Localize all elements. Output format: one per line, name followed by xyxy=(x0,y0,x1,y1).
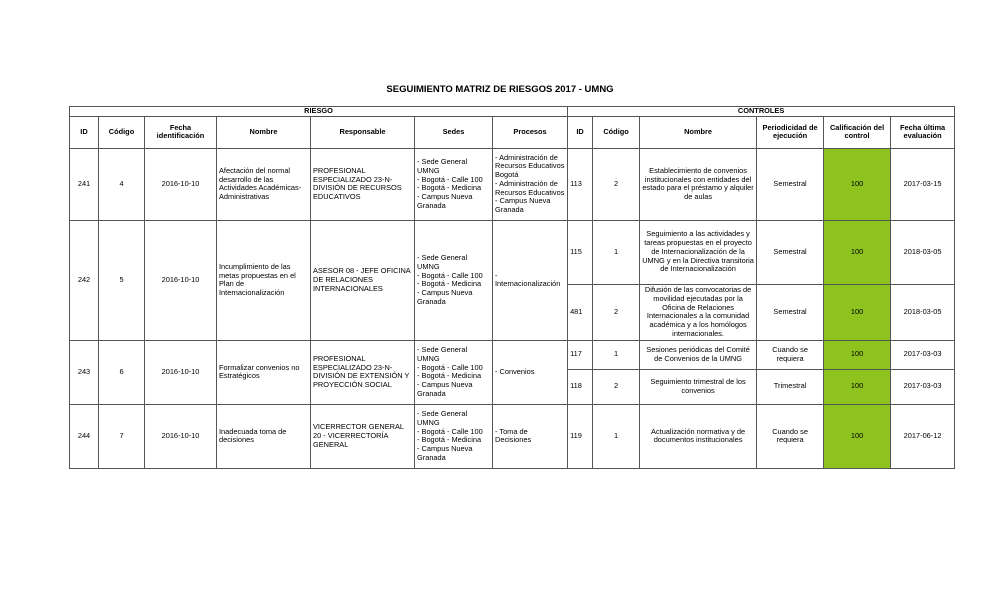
control-id: 119 xyxy=(568,404,593,468)
risk-codigo: 6 xyxy=(99,340,145,404)
risk-nombre: Formalizar convenios no Estratégicos xyxy=(217,340,311,404)
col-fecha-identificacion: Fecha identificación xyxy=(145,116,217,148)
risk-id: 242 xyxy=(70,220,99,340)
risk-fecha: 2016-10-10 xyxy=(145,148,217,220)
risk-procesos: - Administración de Recursos Educativos Bogotá - Administración de Recursos Educativos - Campus Nueva Granada xyxy=(493,148,568,220)
control-fecha: 2018-03-05 xyxy=(891,220,955,284)
table-row xyxy=(70,404,955,468)
control-nombre: Establecimiento de convenios institucionales con entidades del estado para el préstamo y alquiler de aulas xyxy=(640,148,757,220)
control-id: 117 xyxy=(568,340,593,369)
control-fecha: 2018-03-05 xyxy=(891,284,955,340)
control-nombre: Sesiones periódicas del Comité de Convenios de la UMNG xyxy=(640,340,757,369)
column-header-row xyxy=(70,116,955,148)
risk-sedes: - Sede General UMNG - Bogotá - Calle 100 - Bogotá - Medicina - Campus Nueva Granada xyxy=(415,340,493,404)
table-row xyxy=(70,340,955,369)
risk-id: 244 xyxy=(70,404,99,468)
control-codigo: 2 xyxy=(593,369,640,404)
control-periodicidad: Trimestral xyxy=(757,369,824,404)
control-fecha: 2017-03-03 xyxy=(891,369,955,404)
risk-codigo: 4 xyxy=(99,148,145,220)
control-codigo: 1 xyxy=(593,404,640,468)
risk-codigo: 5 xyxy=(99,220,145,340)
group-riesgo: RIESGO xyxy=(70,107,568,117)
control-id: 115 xyxy=(568,220,593,284)
control-calificacion: 100 xyxy=(824,284,891,340)
control-calificacion: 100 xyxy=(824,340,891,369)
risk-sedes: - Sede General UMNG - Bogotá - Calle 100 - Bogotá - Medicina - Campus Nueva Granada xyxy=(415,220,493,340)
risk-procesos: - Internacionalización xyxy=(493,220,568,340)
control-codigo: 2 xyxy=(593,284,640,340)
risk-responsable: PROFESIONAL ESPECIALIZADO 23-N-DIVISIÓN DE RECURSOS EDUCATIVOS xyxy=(311,148,415,220)
control-id: 118 xyxy=(568,369,593,404)
risk-fecha: 2016-10-10 xyxy=(145,404,217,468)
col-procesos: Procesos xyxy=(493,116,568,148)
control-nombre: Difusión de las convocatorias de movilidad ejecutadas por la Oficina de Relaciones Internacionales a la comunidad académica y a los homólogos internacionales. xyxy=(640,284,757,340)
col-periodicidad: Periodicidad de ejecución xyxy=(757,116,824,148)
risk-procesos: - Convenios xyxy=(493,340,568,404)
col-control-codigo: Código xyxy=(593,116,640,148)
control-periodicidad: Cuando se requiera xyxy=(757,404,824,468)
risk-id: 241 xyxy=(70,148,99,220)
control-codigo: 1 xyxy=(593,220,640,284)
risk-sedes: - Sede General UMNG - Bogotá - Calle 100 - Bogotá - Medicina - Campus Nueva Granada xyxy=(415,148,493,220)
control-fecha: 2017-03-15 xyxy=(891,148,955,220)
col-nombre: Nombre xyxy=(217,116,311,148)
page-title: SEGUIMIENTO MATRIZ DE RIESGOS 2017 - UMNG xyxy=(386,84,614,95)
table-row xyxy=(70,220,955,284)
control-periodicidad: Semestral xyxy=(757,148,824,220)
col-id: ID xyxy=(70,116,99,148)
control-id: 481 xyxy=(568,284,593,340)
risk-responsable: ASESOR 08 - JEFE OFICINA DE RELACIONES INTERNACIONALES xyxy=(311,220,415,340)
risk-codigo: 7 xyxy=(99,404,145,468)
control-fecha: 2017-03-03 xyxy=(891,340,955,369)
table-row xyxy=(70,148,955,220)
control-periodicidad: Semestral xyxy=(757,284,824,340)
risk-sedes: - Sede General UMNG - Bogotá - Calle 100 - Bogotá - Medicina - Campus Nueva Granada xyxy=(415,404,493,468)
risk-nombre: Afectación del normal desarrollo de las Actividades Académicas-Administrativas xyxy=(217,148,311,220)
control-calificacion: 100 xyxy=(824,369,891,404)
col-fecha-ultima: Fecha última evaluación xyxy=(891,116,955,148)
col-control-nombre: Nombre xyxy=(640,116,757,148)
control-fecha: 2017-06-12 xyxy=(891,404,955,468)
control-calificacion: 100 xyxy=(824,220,891,284)
control-calificacion: 100 xyxy=(824,148,891,220)
control-periodicidad: Semestral xyxy=(757,220,824,284)
control-periodicidad: Cuando se requiera xyxy=(757,340,824,369)
control-codigo: 2 xyxy=(593,148,640,220)
risk-responsable: VICERRECTOR GENERAL 20 - VICERRECTORÍA GENERAL xyxy=(311,404,415,468)
control-calificacion: 100 xyxy=(824,404,891,468)
group-controles: CONTROLES xyxy=(568,107,955,117)
group-header-row xyxy=(70,107,955,117)
col-calificacion: Calificación del control xyxy=(824,116,891,148)
risk-nombre: Inadecuada toma de decisiones xyxy=(217,404,311,468)
risk-fecha: 2016-10-10 xyxy=(145,220,217,340)
risk-nombre: Incumplimiento de las metas propuestas en el Plan de Internacionalización xyxy=(217,220,311,340)
risk-fecha: 2016-10-10 xyxy=(145,340,217,404)
risk-responsable: PROFESIONAL ESPECIALIZADO 23-N-DIVISIÓN DE EXTENSIÓN Y PROYECCIÓN SOCIAL xyxy=(311,340,415,404)
risk-matrix-table xyxy=(69,106,955,469)
control-nombre: Seguimiento a las actividades y tareas propuestas en el proyecto de Internacionalización de la UMNG y en la Directiva transitoria de Internacionalización xyxy=(640,220,757,284)
col-sedes: Sedes xyxy=(415,116,493,148)
risk-procesos: - Toma de Decisiones xyxy=(493,404,568,468)
control-id: 113 xyxy=(568,148,593,220)
control-codigo: 1 xyxy=(593,340,640,369)
risk-id: 243 xyxy=(70,340,99,404)
control-nombre: Actualización normativa y de documentos institucionales xyxy=(640,404,757,468)
col-codigo: Código xyxy=(99,116,145,148)
control-nombre: Seguimiento trimestral de los convenios xyxy=(640,369,757,404)
col-control-id: ID xyxy=(568,116,593,148)
col-responsable: Responsable xyxy=(311,116,415,148)
